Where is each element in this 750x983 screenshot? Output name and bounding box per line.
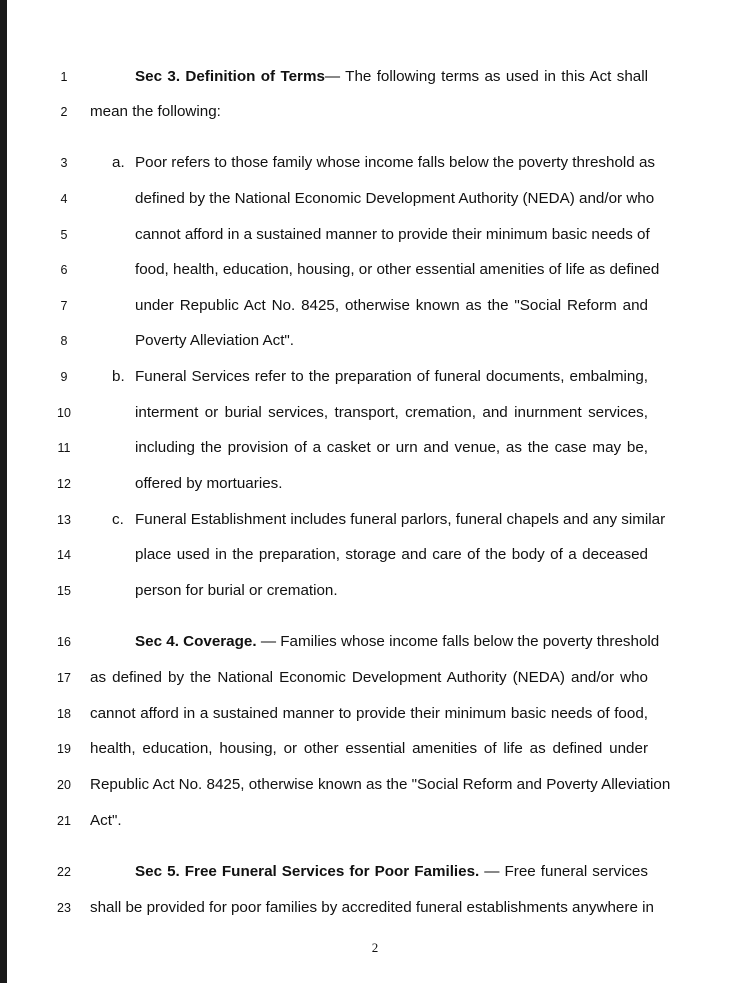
line-number: 12	[57, 477, 71, 491]
line-number: 3	[60, 156, 68, 170]
line-number: 7	[60, 299, 68, 313]
list-item-text: place used in the preparation, storage and care of the body of a deceased	[135, 546, 648, 563]
line-number: 1	[60, 70, 68, 84]
line-number: 17	[57, 671, 71, 685]
sec4-first-line: Sec 4. Coverage. — Families whose income falls below the poverty threshold	[135, 633, 660, 650]
list-item-text: Poverty Alleviation Act".	[135, 332, 295, 349]
line-number: 21	[57, 814, 71, 828]
text-line	[0, 897, 750, 919]
text-line	[0, 259, 750, 281]
sec3-intro: Sec 3. Definition of Terms— The following terms as used in this Act shall	[135, 68, 648, 85]
list-item-text: Funeral Establishment includes funeral parlors, funeral chapels and any similar	[135, 511, 666, 528]
list-item-text: person for burial or cremation.	[135, 582, 338, 599]
line-number: 2	[60, 105, 68, 119]
section-heading: Sec 3. Definition of Terms	[135, 68, 325, 85]
text-line	[0, 667, 750, 689]
paragraph-text: as defined by the National Economic Development Authority (NEDA) and/or who	[90, 669, 648, 686]
list-marker: b.	[112, 368, 125, 385]
section-heading: Sec 5. Free Funeral Services for Poor Families.	[135, 863, 480, 880]
list-item-text: Poor refers to those family whose income falls below the poverty threshold as	[135, 154, 656, 171]
text-line	[0, 402, 750, 424]
text-line	[0, 544, 750, 566]
list-item-text: including the provision of a casket or urn and venue, as the case may be,	[135, 439, 648, 456]
list-item-text: defined by the National Economic Development Authority (NEDA) and/or who	[135, 190, 655, 207]
section-heading: Sec 4. Coverage.	[135, 633, 257, 650]
paragraph-text: Republic Act No. 8425, otherwise known as the "Social Reform and Poverty Alleviation	[90, 776, 671, 793]
list-marker: c.	[112, 511, 124, 528]
list-item-text: food, health, education, housing, or other essential amenities of life as defined	[135, 261, 660, 278]
line-number: 20	[57, 778, 71, 792]
paragraph-text: cannot afford in a sustained manner to provide their minimum basic needs of food,	[90, 705, 648, 722]
line-number: 8	[60, 334, 68, 348]
line-number: 13	[57, 513, 71, 527]
line-number: 4	[60, 192, 68, 206]
sec5-first-line: Sec 5. Free Funeral Services for Poor Families. — Free funeral services	[135, 863, 648, 880]
text-line	[0, 188, 750, 210]
line-number: 5	[60, 228, 68, 242]
text-line	[0, 703, 750, 725]
line-number: 11	[57, 441, 71, 455]
paragraph-text: shall be provided for poor families by accredited funeral establishments anywhere in	[90, 899, 654, 916]
line-number: 18	[57, 707, 71, 721]
text-line	[0, 437, 750, 459]
line-number: 19	[57, 742, 71, 756]
line-number: 15	[57, 584, 71, 598]
text-line	[0, 509, 750, 531]
line-number: 6	[60, 263, 68, 277]
list-item-text: interment or burial services, transport, cremation, and inurnment services,	[135, 404, 648, 421]
line-number: 22	[57, 865, 71, 879]
text-line	[0, 774, 750, 796]
page-number: 2	[371, 940, 379, 955]
text-line	[0, 473, 750, 495]
list-item-text: under Republic Act No. 8425, otherwise known as the "Social Reform and	[135, 297, 648, 314]
text-line	[0, 738, 750, 760]
text-line	[0, 580, 750, 602]
text-line	[0, 66, 750, 88]
text-line	[0, 366, 750, 388]
paragraph-text: health, education, housing, or other essential amenities of life as defined under	[90, 740, 648, 757]
text-line	[0, 101, 750, 123]
text-line	[0, 152, 750, 174]
text-line	[0, 810, 750, 832]
line-number: 10	[57, 406, 71, 420]
list-marker: a.	[112, 154, 125, 171]
paragraph-text: Act".	[90, 812, 122, 829]
list-item-text: Funeral Services refer to the preparation of funeral documents, embalming,	[135, 368, 648, 385]
text-line	[0, 224, 750, 246]
paragraph-text: mean the following:	[90, 103, 221, 120]
line-number: 9	[60, 370, 68, 384]
list-item-text: cannot afford in a sustained manner to provide their minimum basic needs of	[135, 226, 650, 243]
line-number: 14	[57, 548, 71, 562]
text-line	[0, 295, 750, 317]
list-item-text: offered by mortuaries.	[135, 475, 283, 492]
text-line	[0, 631, 750, 653]
line-number: 23	[57, 901, 71, 915]
text-line	[0, 330, 750, 352]
line-number: 16	[57, 635, 71, 649]
text-line	[0, 861, 750, 883]
